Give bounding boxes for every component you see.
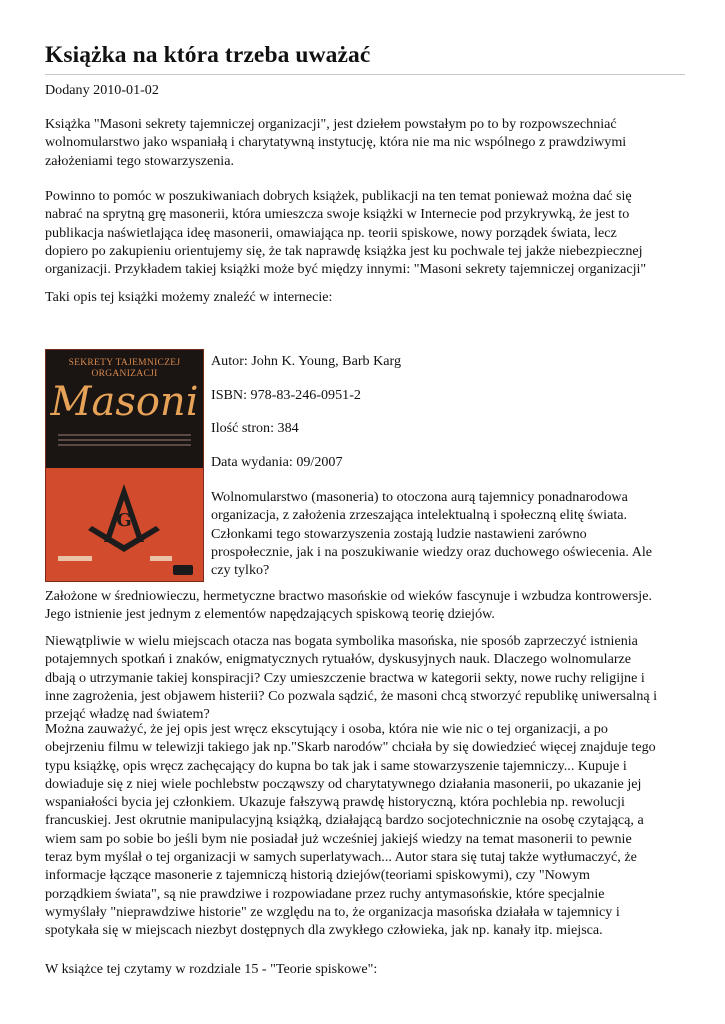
paragraph-intro: Książka "Masoni sekrety tajemniczej organizacji", jest dziełem powstałym po to by rozpowszechniać wolnomularstwo jako wspaniałą i charytatywną instytucję, która nie ma nic wspólnego z prawdziwymi założeniami tego stowarzyszenia. — [45, 116, 627, 169]
paragraph-critique: Można zauważyć, że jej opis jest wręcz ekscytujący i osoba, która nie wie nic o tej organizacji, a po obejrzeniu filmu w telewizji takiego jak np."Skarb narodów" chciała by się dowiedzieć więcej znajduje tego typu książkę, opis wręcz zachęcający do kupna bo tak jak i same stowarzyszenie tajemniczy... Kupuje i dowiaduje się z niej wiele pochlebstw począwszy od charytatywnego działania masonerii, po ukazanie jej wspaniałości bycia jej członkiem. Ukazuje fałszywą prawdę historyczną, która pochlebia np. rewolucji francuskiej. Jest okrutnie manipulacyjną książką, działającą bardzo socjotechnicznie na osobę czytającą, a wiem sam po sobie bo jeśli bym nie posiadał już wcześniej jakiejś wiedzy na temat masonerii to pewnie teraz bym myślał o tej organizacji w samych superlatywach... Autor stara się tutaj także wytłumaczyć, że informacje łączące masonerie z tajemniczą historią dziejów(teoriami spiskowymi), czy "Nowym porządkiem świata", są nie prawdziwe i rozpowiadane przez ruchy antymasońskie, które specjalnie wymyślały "nieprawdziwe historie" ze względu na to, że organizacja masońska działała w tajemnicy i spotykała się w miejscach niezbyt dostępnych dla zwykłego człowieka, jak np. kanały itp. miejsca. — [45, 721, 656, 939]
paragraph-origin: Założone w średniowieczu, hermetyczne bractwo masońskie od wieków fascynuje i wzbudza kontrowersje. Jego istnienie jest jednym z elementów napędzających spiskową teorię dziejów. — [45, 588, 652, 623]
book-pages: Ilość stron: 384 — [211, 420, 299, 436]
book-isbn: ISBN: 978-83-246-0951-2 — [211, 387, 361, 403]
paragraph-description-intro: Taki opis tej książki możemy znaleźć w internecie: — [45, 289, 333, 305]
book-author: Autor: John K. Young, Barb Karg — [211, 353, 402, 369]
cover-subtitle: SEKRETY TAJEMNICZEJ ORGANIZACJI — [68, 358, 181, 379]
svg-text:G: G — [116, 510, 132, 531]
paragraph-chapter-quote: W książce tej czytamy w rozdziale 15 - "Teorie spiskowe": — [45, 961, 378, 977]
book-cover-image — [45, 349, 204, 582]
publisher-logo-icon — [173, 565, 193, 575]
date-added: Dodany 2010-01-02 — [45, 82, 159, 98]
paragraph-symbolism: Niewątpliwie w wielu miejscach otacza nas bogata symbolika masońska, nie sposób zaprzeczyć istnienia potajemnych spotkań i znaków, enigmatycznych rytuałów, dyskusyjnych nauk. Dlaczego wolnomularze dbają o utrzymanie takiej konspiracji? Czy umieszczenie bractwa w kategorii sekty, nowe ruchy religijne i inne zagrożenia, jest objawem histerii? Co pozwala sądzić, że masoni chcą stworzyć republikę uniwersalną i przejąć władzę nad światem? — [45, 633, 658, 723]
book-release-date: Data wydania: 09/2007 — [211, 454, 343, 470]
compass-square-emblem-icon — [74, 480, 174, 555]
page-title: Książka na która trzeba uważać — [45, 42, 371, 68]
title-divider — [45, 74, 685, 75]
cover-title: Masoni — [50, 379, 199, 425]
paragraph-warning: Powinno to pomóc w poszukiwaniach dobrych książek, publikacji na ten temat ponieważ można dać się nabrać na sprytną grę masonerii, która umieszcza swoje książki w Internecie pod przykrywką, że jest to publikacja naświetlająca ideę masonerii, omawiająca np. teorii spiskowe, nowy porządek świata, lecz dopiero po zakupieniu orientujemy się, że tak naprawdę książka jest ku pochwale tej jakże niebezpiecznej organizacji. Przykładem takiej książki może być między innymi: "Masoni sekrety tajemniczej organizacji" — [45, 188, 647, 278]
book-description: Wolnomularstwo (masoneria) to otoczona aurą tajemnicy ponadnarodowa organizacja, z założenia zrzeszająca intelektualną i społeczną elitę świata. Członkami tego stowarzyszenia zostają ludzie nastawieni zarówno prospołecznie, jak i na poszukiwanie wiedzy oraz duchowego oświecenia. Ale czy tylko? — [211, 489, 653, 579]
